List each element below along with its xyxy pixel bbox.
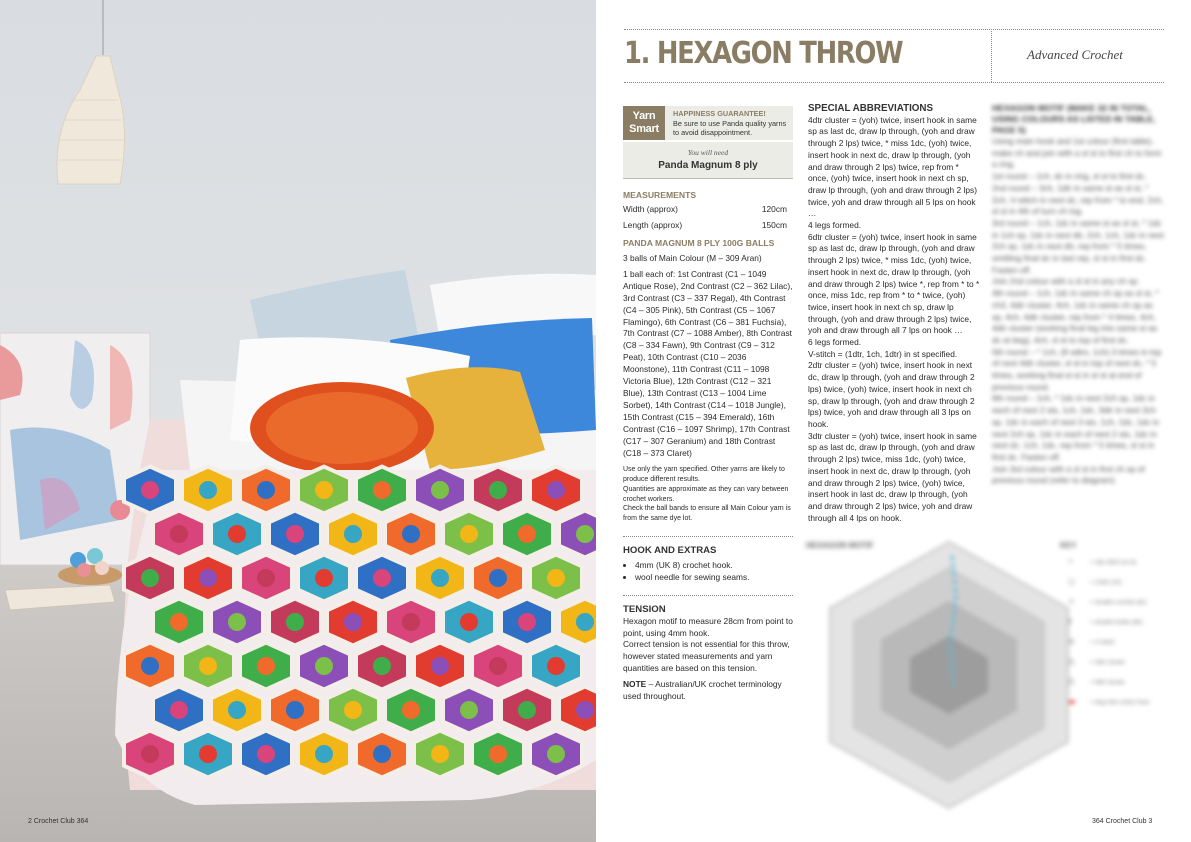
motif-centre (286, 613, 304, 631)
instruction-paragraph: 5th round – * 1ch, (8 sdtrs, 1ch) 3 times in top of next 4dtr cluster, sl st in top of next dc, * 5 times, working final sl st in sl st at end of previous round. (992, 346, 1162, 392)
motif-centre (199, 569, 217, 587)
motif-centre (141, 745, 159, 763)
abbreviation-entry: V-stitch = (1dtr, 1ch, 1dtr) in st specified. (808, 348, 958, 359)
motif-centre (518, 701, 536, 719)
hook-extras-heading: HOOK AND EXTRAS (623, 544, 717, 556)
instruction-paragraph: 2nd round – 3ch, 1dtr in same st as sl st, * 2ch, V-stitch in next dc, rep from * to end, 2ch, sl st in 4th of turn ch tog. (992, 182, 1164, 217)
motif-centre (489, 745, 507, 763)
you-will-need-box (623, 142, 793, 179)
measurement-row (623, 201, 793, 217)
key-symbol: ‡ (1068, 617, 1072, 626)
motif-centre (402, 701, 420, 719)
motif-centre (431, 657, 449, 675)
yarn-heading: PANDA MAGNUM 8 PLY 100G BALLS (623, 238, 775, 248)
yarn-note: Quantities are approximate as they can vary between crochet workers. (623, 485, 789, 503)
motif-centre (315, 569, 333, 587)
motif-centre (402, 525, 420, 543)
abbreviation-entry: 4dtr cluster = (yoh) twice, insert hook in same sp as last dc, draw lp through, (yoh and draw through 2 lps) twice, * miss 1dc, (yoh) twice, insert hook in next dc, draw lp through, (yoh and draw through 2 lps) twice, rep from * once, (yoh) twice, insert hook in next ch sp, draw lp through, (yoh and draw through 2 lps) twice, yoh and draw through all 5 lps on hook … (808, 114, 977, 219)
motif-centre (431, 481, 449, 499)
abbreviations-heading: SPECIAL ABBREVIATIONS (808, 103, 934, 114)
motif-heading: HEXAGON MOTIF (MAKE 32 IN TOTAL, USING COLOURS AS LISTED IN TABLE, PAGE 5) (992, 103, 1156, 135)
abbreviation-entry: 6dtr cluster = (yoh) twice, insert hook in same sp as last dc, draw lp through, (yoh and draw through 2 lps) twice, * miss 1dc, (yoh) twice, insert hook in next dc, draw lp through, (yoh and draw through 2 lps) twice *, rep from * to * once, miss 1dc, rep from * to * twice, (yoh) twice, insert hook in next ch sp, draw lp through, (yoh and draw through 2 lps) twice, yoh and draw through all 7 lps on hook … (808, 231, 980, 336)
motif-centre (431, 569, 449, 587)
motif-centre (170, 701, 188, 719)
motif-centre (547, 745, 565, 763)
section-label: Advanced Crochet (1027, 47, 1123, 62)
key-label: = beg new colour here (1090, 700, 1150, 706)
tension-heading: TENSION (623, 603, 666, 615)
key-label: = V-stitch (1090, 640, 1115, 646)
contrast-colours-text: 1 ball each of: 1st Contrast (C1 – 1049 Antique Rose), 2nd Contrast (C2 – 362 Lilac), 3rd Contrast (C3 – 337 Regal), 4th Contrast (C4 – 305 Pink), 5th Contrast (C5 – 1067 Flamingo), 6th Contrast (C6 – 381 Fuchsia), 7th Contrast (C7 – 1088 Amber), 8th Contrast (C8 – 334 Fawn), 9th Contrast (C9 – 312 Peat), 10th Contrast (C10 – 2036 Moonstone), 11th Contrast (C11 – 1098 Victoria Blue), 12th Contrast (C12 – 321 Blue), 13th Contrast (C13 – 1004 Lime Sorbet), 14th Contrast (C14 – 1018 Jungle), 15th Contrast (C15 – 394 Emerald), 16th Contrast (C16 – 1097 Shrimp), 17th Contrast (C17 – 307 Geranium) and 18th Contrast (C18 – 373 Claret) (623, 268, 793, 458)
instruction-paragraph: 4th round – 1ch, 1dc in same ch sp as sl st, * ch3, 4dtr cluster, 4ch, 1dc in same ch sp as sp, 4ch, 4dtr cluster, rep from * 4 times, 4ch, 4dtr cluster (working final leg into same st as dc at beg), 4ch, sl st to top of first dc. (992, 288, 1159, 345)
motif-centre (141, 569, 159, 587)
instruction-paragraph: Using main hook and 1st colour (first table), make ch and join with a sl st to first ch to form a ring. (992, 136, 1162, 170)
motif-centre (199, 481, 217, 499)
diagram-key (1067, 557, 1150, 706)
tension-text: Hexagon motif to measure 28cm from point to point, using 4mm hook. (623, 615, 793, 638)
key-title: KEY (1060, 541, 1077, 550)
motif-centre (257, 481, 275, 499)
instruction-paragraph: Join 2nd colour with a sl st in any ch sp. (992, 276, 1140, 287)
measurement-value: 120cm (761, 204, 787, 214)
key-symbol: ▬ (1068, 697, 1076, 706)
right-folio: 364 Crochet Club 3 (1092, 818, 1153, 825)
yarn-note: Check the ball bands to ensure all Main Colour yarn is from the same dye lot. (623, 505, 791, 522)
materials-column (623, 106, 793, 703)
hexagon-motif-diagram (804, 536, 1174, 818)
motif-centre (460, 613, 478, 631)
note-label: NOTE (623, 679, 647, 690)
motif-centre (489, 569, 507, 587)
motif-centre (257, 657, 275, 675)
tension-note (623, 679, 793, 703)
motif-centre (489, 657, 507, 675)
badge-line1: Yarn (632, 110, 656, 122)
key-symbol: • (1068, 557, 1073, 566)
motif-centre (141, 481, 159, 499)
key-symbol: ⋀ (1068, 657, 1075, 666)
motif-centre (315, 745, 333, 763)
instruction-paragraph: Join 3rd colour with a sl st in first ch sp of previous round (refer to diagram). (992, 463, 1145, 486)
hexagon-motif-instructions (992, 103, 1164, 487)
measurement-label: Width (approx) (623, 204, 678, 214)
abbreviation-entry: 4 legs formed. (808, 220, 862, 231)
motif-centre (257, 569, 275, 587)
motif-centre (315, 657, 333, 675)
key-symbol: ⋔ (1068, 637, 1075, 646)
diagram-title: HEXAGON MOTIF (806, 541, 874, 550)
instruction-paragraph: 3rd round – 1ch, 1dc in same st as sl st, * 1dc in 1ch sp, 1dc in next dtr, 2ch, 1ch, 1dc in next 2ch sp, 1dc in next dtr, rep from * 5 times, omitting final dc in last rep, sl st in first dc. Fasten off. (992, 217, 1164, 275)
abbreviations-column (808, 103, 980, 524)
motif-centre (170, 525, 188, 543)
motif-chart-svg (804, 536, 1174, 818)
guarantee-text: Be sure to use Panda quality yarns to avoid disappointment. (673, 118, 787, 137)
motif-centre (547, 569, 565, 587)
abbreviation-entry: 6 legs formed. (808, 337, 862, 348)
motif-centre (199, 657, 217, 675)
key-symbol: ⋀ (1068, 677, 1075, 686)
motif-centre (373, 569, 391, 587)
motif-centre (344, 525, 362, 543)
motif-centre (315, 481, 333, 499)
tension-text-2: Correct tension is not essential for this throw, however stated measurements and yarn quantities are based on this tension. (623, 639, 790, 674)
motif-centre (344, 613, 362, 631)
measurement-row (623, 217, 793, 233)
title-bottom-rule (624, 82, 1164, 83)
key-label: = double crochet (dc) (1090, 600, 1147, 606)
list-item: • wool needle for sewing seams. (635, 571, 793, 583)
measurement-value: 150cm (761, 220, 787, 230)
key-symbol: ○ (1068, 577, 1075, 586)
section-divider (623, 536, 793, 537)
motif-centre (576, 701, 594, 719)
motif-centre (373, 745, 391, 763)
title-top-rule (624, 29, 1164, 30)
instruction-paragraph: 6th round – 1ch, * 1dc in next 2ch sp, 1dc in each of next 2 sts, 1ch, 1dc, 3dtr in next 3ch sp, 1dc in each of next 3 sts, 1ch, 1dc, 1dc in next 2ch sp, 1dc in each of next 2 sts, 1dc in next dc, 1ch, 1dc, rep from * 5 times, sl st in first dc. Fasten off. (992, 393, 1160, 462)
motif-centre (547, 481, 565, 499)
motif-centre (228, 525, 246, 543)
motif-centre (228, 613, 246, 631)
section-divider (623, 595, 793, 596)
title-divider (991, 29, 992, 82)
abbreviation-entry: 3dtr cluster = (yoh) twice, insert hook in same sp as last dc, draw lp through, (yoh and draw through 2 lps) twice, miss 1dc, (yoh) twice, insert hook in next dc, draw lp through, (yoh and draw through 2 lps) twice, (yoh) twice, insert hook in last dc, draw lp through, (yoh and draw through 2 lps) twice, yoh and draw through all 4 lps on hook. (808, 430, 977, 523)
note-text: – Australian/UK crochet terminology used throughout. (623, 679, 782, 702)
instruction-paragraph: 1st round – 1ch, dc in ring, sl st to first dc. (992, 171, 1147, 182)
yarn-name: Panda Magnum 8 ply (658, 160, 758, 171)
motif-centre (460, 525, 478, 543)
abbreviation-entry: 2dtr cluster = (yoh) twice, insert hook in next dc, draw lp through, (yoh and draw through 2 lps) twice, (yoh) twice, insert hook in next ch sp, draw lp through, (yoh and draw through 2 lps) twice, yoh and draw through all 3 lps on hook. (808, 360, 975, 429)
yarn-smart-box (623, 106, 793, 140)
motif-centre (518, 613, 536, 631)
motif-centre (141, 657, 159, 675)
motif-centre (170, 613, 188, 631)
key-label: = chain (ch) (1090, 580, 1122, 586)
motif-centre (286, 525, 304, 543)
yarn-smart-badge (623, 106, 665, 140)
key-symbol: + (1068, 597, 1075, 606)
key-label: = 6dtr cluster (1090, 680, 1125, 686)
motif-centre (431, 745, 449, 763)
guarantee-box (665, 106, 793, 140)
motif-centre (257, 745, 275, 763)
motif-centre (402, 613, 420, 631)
motif-centre (344, 701, 362, 719)
guarantee-title: HAPPINESS GUARANTEE! (673, 109, 766, 118)
badge-line2: Smart (629, 123, 659, 135)
motif-centre (576, 613, 594, 631)
motif-centre (460, 701, 478, 719)
yarn-note: Use only the yarn specified. Other yarns are likely to produce different results. (623, 466, 785, 484)
key-label: = 4dtr cluster (1090, 660, 1125, 666)
motif-centre (199, 745, 217, 763)
list-item: • 4mm (UK 8) crochet hook. (635, 559, 793, 571)
motif-centre (576, 525, 594, 543)
main-colour-text: 3 balls of Main Colour (M – 309 Aran) (623, 253, 762, 263)
left-folio: 2 Crochet Club 364 (28, 818, 89, 825)
key-label: = slip stitch (sl st) (1090, 560, 1137, 566)
motif-centre (518, 525, 536, 543)
motif-centre (228, 701, 246, 719)
motif-centre (286, 701, 304, 719)
you-will-need-label: You will need (687, 148, 729, 157)
key-label: = double treble (dtr) (1090, 620, 1143, 626)
motif-centre (547, 657, 565, 675)
page-title: 1. HEXAGON THROW (624, 36, 903, 71)
motif-centre (373, 481, 391, 499)
motif-centre (489, 481, 507, 499)
pattern-page (596, 0, 1191, 842)
hook-extras-list (623, 559, 793, 583)
measurements-heading: MEASUREMENTS (623, 190, 697, 200)
motif-centre (373, 657, 391, 675)
measurement-label: Length (approx) (623, 220, 683, 230)
